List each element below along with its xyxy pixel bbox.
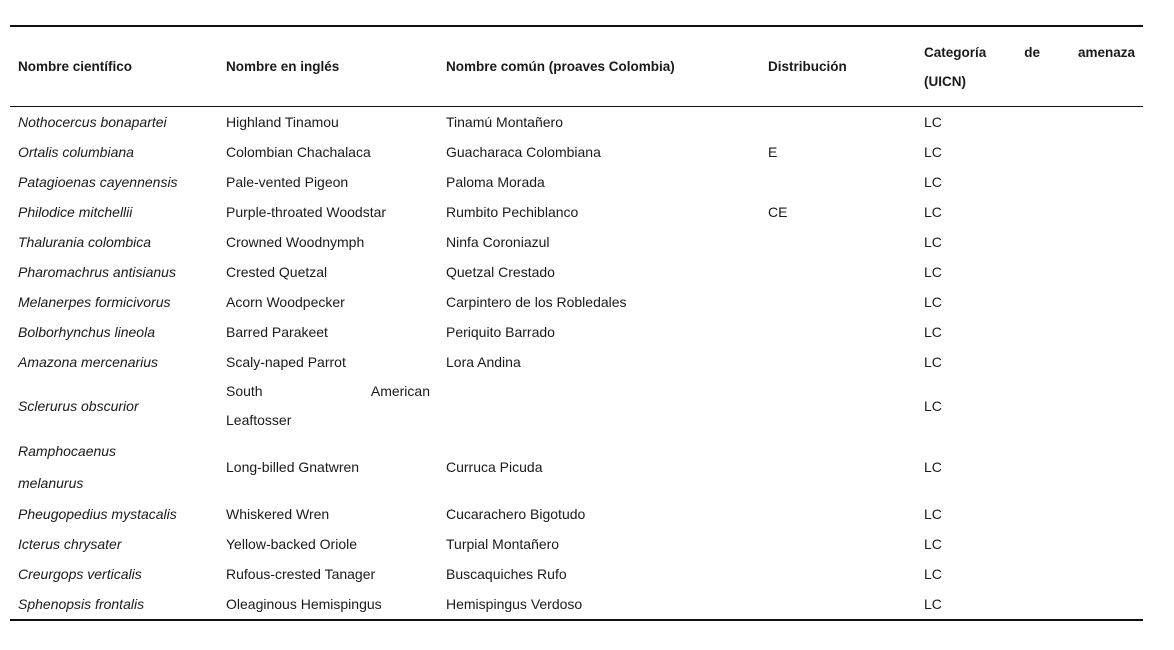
cell-distribution: E <box>768 144 778 160</box>
header-scientific-name: Nombre científico <box>18 59 133 74</box>
cell-distribution <box>760 499 916 529</box>
table-row <box>10 287 1143 317</box>
header-distribution: Distribución <box>768 59 847 74</box>
cell-distribution <box>760 589 916 620</box>
cell-scientific: Philodice mitchellii <box>18 204 133 220</box>
table-header <box>10 26 1143 107</box>
cell-category: LC <box>924 566 942 582</box>
cell-common: Turpial Montañero <box>446 536 560 552</box>
cell-scientific <box>10 435 218 499</box>
cell-scientific: Nothocercus bonapartei <box>18 114 167 130</box>
cell-category: LC <box>924 264 942 280</box>
cell-category: LC <box>924 536 942 552</box>
cell-common <box>438 377 760 435</box>
cell-scientific: Creurgops verticalis <box>18 566 142 582</box>
table-row <box>10 107 1143 138</box>
table-row <box>10 529 1143 559</box>
table-row <box>10 499 1143 529</box>
cell-english-line2: Leaftosser <box>226 412 292 428</box>
cell-common: Guacharaca Colombiana <box>446 144 601 160</box>
cell-scientific: Bolborhynchus lineola <box>18 324 155 340</box>
cell-common: Cucarachero Bigotudo <box>446 506 586 522</box>
cell-distribution <box>760 377 916 435</box>
cell-category: LC <box>924 506 942 522</box>
cell-scientific: Thalurania colombica <box>18 234 152 250</box>
species-table <box>10 25 1143 621</box>
cell-category: LC <box>924 174 942 190</box>
table-row <box>10 435 1143 499</box>
header-threat-category-line1: Categoría de amenaza <box>924 44 1135 60</box>
header-threat-category-line2: (UICN) <box>924 73 966 89</box>
cell-distribution <box>760 559 916 589</box>
table-row <box>10 317 1143 347</box>
cell-category: LC <box>924 294 942 310</box>
cell-distribution <box>760 167 916 197</box>
cell-common: Hemispingus Verdoso <box>446 596 583 612</box>
header-threat-category <box>916 26 1143 107</box>
cell-scientific: Sphenopsis frontalis <box>18 596 145 612</box>
cell-english: Barred Parakeet <box>226 324 328 340</box>
cell-scientific: Sclerurus obscurior <box>18 398 139 414</box>
species-table-container <box>10 25 1143 621</box>
header-common-name: Nombre común (proaves Colombia) <box>446 59 675 74</box>
table-row <box>10 257 1143 287</box>
cell-distribution <box>760 317 916 347</box>
cell-english: Purple-throated Woodstar <box>226 204 387 220</box>
table-row <box>10 137 1143 167</box>
cell-scientific: Icterus chrysater <box>18 536 122 552</box>
table-row <box>10 227 1143 257</box>
cell-english: Oleaginous Hemispingus <box>226 596 382 612</box>
cell-category: LC <box>924 234 942 250</box>
table-row <box>10 347 1143 377</box>
cell-scientific: Melanerpes formicivorus <box>18 294 171 310</box>
cell-distribution <box>760 107 916 138</box>
cell-english: Crowned Woodnymph <box>226 234 365 250</box>
cell-category: LC <box>924 459 942 475</box>
cell-english <box>218 377 438 435</box>
cell-distribution <box>760 529 916 559</box>
cell-common: Quetzal Crestado <box>446 264 555 280</box>
cell-english-line1: South American <box>226 383 430 399</box>
cell-common: Buscaquiches Rufo <box>446 566 567 582</box>
cell-distribution <box>760 257 916 287</box>
cell-distribution: CE <box>768 204 788 220</box>
table-row <box>10 377 1143 435</box>
cell-scientific-line2: melanurus <box>18 475 84 491</box>
cell-scientific: Patagioenas cayennensis <box>18 174 178 190</box>
cell-common: Carpintero de los Robledales <box>446 294 627 310</box>
cell-english: Pale-vented Pigeon <box>226 174 349 190</box>
cell-scientific: Amazona mercenarius <box>18 354 159 370</box>
cell-category: LC <box>924 144 942 160</box>
cell-distribution <box>760 287 916 317</box>
cell-category: LC <box>924 354 942 370</box>
header-row <box>10 26 1143 107</box>
cell-common: Curruca Picuda <box>446 459 543 475</box>
header-english-name: Nombre en inglés <box>226 59 340 74</box>
cell-english: Acorn Woodpecker <box>226 294 345 310</box>
cell-english: Long-billed Gnatwren <box>226 459 360 475</box>
cell-english: Colombian Chachalaca <box>226 144 371 160</box>
cell-category: LC <box>924 324 942 340</box>
table-row <box>10 197 1143 227</box>
cell-common: Tinamú Montañero <box>446 114 563 130</box>
cell-category: LC <box>924 114 942 130</box>
cell-scientific: Pharomachrus antisianus <box>18 264 176 280</box>
cell-scientific-line1: Ramphocaenus <box>18 443 117 459</box>
cell-category: LC <box>924 204 942 220</box>
cell-category: LC <box>924 596 942 612</box>
table-row <box>10 559 1143 589</box>
table-row <box>10 589 1143 620</box>
table-body <box>10 107 1143 621</box>
cell-english: Rufous-crested Tanager <box>226 566 376 582</box>
cell-english: Yellow-backed Oriole <box>226 536 357 552</box>
cell-common: Rumbito Pechiblanco <box>446 204 579 220</box>
cell-distribution <box>760 347 916 377</box>
cell-distribution <box>760 227 916 257</box>
cell-english: Scaly-naped Parrot <box>226 354 346 370</box>
cell-distribution <box>760 435 916 499</box>
cell-english: Whiskered Wren <box>226 506 330 522</box>
cell-english: Crested Quetzal <box>226 264 328 280</box>
cell-common: Lora Andina <box>446 354 521 370</box>
cell-common: Ninfa Coroniazul <box>446 234 550 250</box>
cell-scientific: Ortalis columbiana <box>18 144 134 160</box>
cell-english: Highland Tinamou <box>226 114 339 130</box>
cell-common: Periquito Barrado <box>446 324 555 340</box>
cell-category: LC <box>924 398 942 414</box>
cell-common: Paloma Morada <box>446 174 545 190</box>
cell-scientific: Pheugopedius mystacalis <box>18 506 177 522</box>
table-row <box>10 167 1143 197</box>
